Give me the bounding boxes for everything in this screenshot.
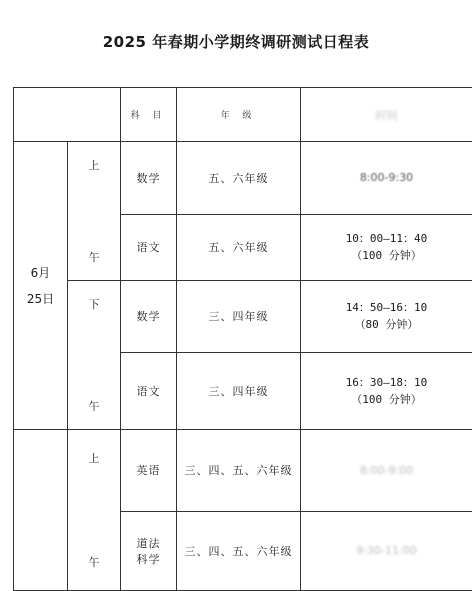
date-month: 6月 <box>31 266 51 280</box>
subject-cell: 数学 <box>121 281 177 353</box>
time-range: 16：30—18：10 <box>301 374 472 391</box>
schedule-table <box>13 87 472 591</box>
period-char: 上 <box>68 450 120 466</box>
duration: （100 分钟） <box>301 247 472 264</box>
grade-cell: 三、四年级 <box>177 352 301 429</box>
subject-cell: 语文 <box>121 214 177 280</box>
page-title: 2025 年春期小学期终调研测试日程表 <box>0 31 472 52</box>
duration: （100 分钟） <box>301 391 472 408</box>
header-blank-cell <box>14 88 121 142</box>
date-cell-2 <box>14 430 68 591</box>
grade-cell: 五、六年级 <box>177 142 301 215</box>
header-time: 时间 <box>301 88 472 142</box>
date-cell <box>14 142 68 430</box>
table-row <box>14 142 472 215</box>
time-cell <box>301 352 472 429</box>
period-cell-morning <box>68 142 121 281</box>
period-char: 上 <box>68 157 120 173</box>
period-char: 午 <box>68 249 120 265</box>
subject-cell: 道法 科学 <box>121 511 177 590</box>
header-subject: 科 目 <box>121 88 177 142</box>
period-cell-morning-2 <box>68 430 121 591</box>
date-day: 25日 <box>27 292 54 306</box>
time-cell <box>301 214 472 280</box>
subject-cell: 数学 <box>121 142 177 215</box>
grade-cell: 三、四年级 <box>177 281 301 353</box>
period-char: 下 <box>68 296 120 312</box>
header-grade: 年 级 <box>177 88 301 142</box>
time-cell: 8:00-9:00 <box>301 430 472 512</box>
time-cell: 9:30-11:00 <box>301 511 472 590</box>
period-cell-afternoon <box>68 281 121 430</box>
grade-cell: 三、四、五、六年级 <box>177 430 301 512</box>
period-char: 午 <box>68 554 120 570</box>
time-range: 14：50—16：10 <box>301 299 472 316</box>
time-range: 10：00—11：40 <box>301 230 472 247</box>
duration: （80 分钟） <box>301 316 472 333</box>
table-row <box>14 281 472 353</box>
header-row <box>14 88 472 142</box>
subject-cell: 英语 <box>121 430 177 512</box>
table-row <box>14 430 472 512</box>
time-cell: 8:00-9:30 <box>301 142 472 215</box>
time-cell <box>301 281 472 353</box>
grade-cell: 五、六年级 <box>177 214 301 280</box>
period-char: 午 <box>68 398 120 414</box>
grade-cell: 三、四、五、六年级 <box>177 511 301 590</box>
subject-cell: 语文 <box>121 352 177 429</box>
